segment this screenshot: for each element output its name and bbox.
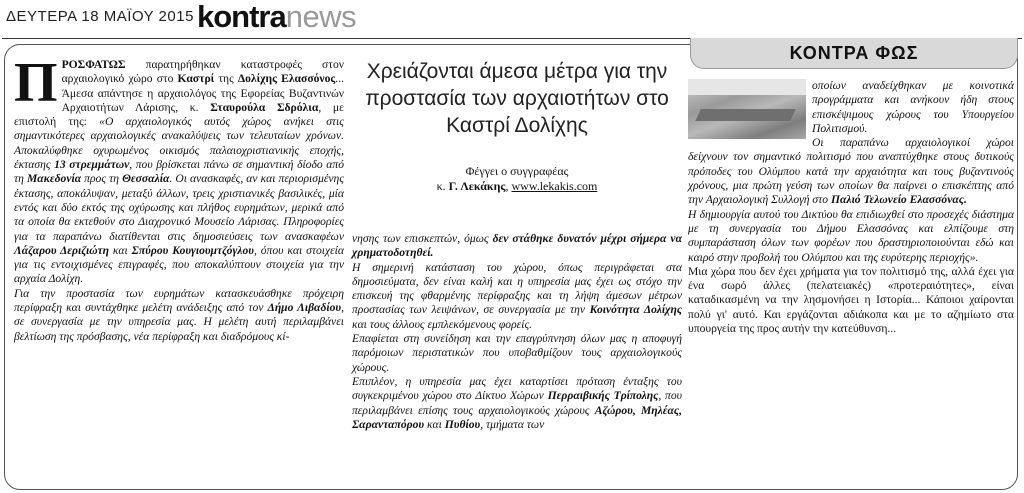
byline-line-1: Φέγγει ο συγγραφέας — [465, 164, 569, 178]
col3-para: Η δημιουργία αυτού του Δικτύου θα επιδιωχθεί στο προσεχές διάστημα με τη συνεργασία του Δήμου Ελασσόνας και ελπίζουμε στη συμπαράσταση όλων των φορέων που δραστηριοποιούνται εδώ και καιρό στην προβολή του Ολύμπου και της ευρύτερης περιοχής». — [688, 207, 1014, 264]
kontranews-logo[interactable] — [197, 0, 356, 34]
section-tag: ΚΟΝΤΡΑ ΦΩΣ — [690, 38, 1018, 69]
byline — [352, 164, 682, 194]
headline: Χρειάζονται άμεσα μέτρα για την προστασία των αρχαιοτήτων στο Καστρί Δολίχης — [365, 60, 669, 137]
col3-para: Μια χώρα που δεν έχει χρήματα για τον πολιτισμό της, αλλά έχει για ένα σωρό άλλες (πελατειακές) «προτεραιότητες», είναι καταδικασμένη να την λησμονήσει η Ιστορία... Κάποιοι χαίρονται πολύ γι' αυτό. Και εργάζονται αδιάκοπα και με το αζημίωτο στα υπουργεία της προς αυτήν την κατεύθυνση... — [688, 264, 1014, 336]
col2-para: Επιπλέον, η υπηρεσία μας έχει καταρτίσει πρόταση ένταξης του συγκεκριμένου χώρου στο Δίκτυο Χώρων Περραιβικής Τρίπολης, που περιλαμβάνει επίσης τους αρχαιολογικούς χώρους Αζώρου, Μηλέας, Σαρανταπόρου και Πυθίου, τμήματα των — [352, 374, 682, 431]
author-link[interactable]: www.lekakis.com — [511, 179, 598, 193]
col2-para: Επαφίεται στη συνείδηση και την επαγρύπνηση όλων μας η αποφυγή παρόμοιων περιστατικών που υποβαθμίζουν τους αρχαιολογικούς χώρους. — [352, 332, 682, 374]
col2-para: νησης των επισκεπτών, όμως δεν στάθηκε δυνατόν μέχρι σήμερα να χρηματοδοτηθεί. — [352, 232, 682, 260]
byline-prefix: κ. — [436, 179, 446, 193]
author-name: Γ. Λεκάκης — [448, 179, 506, 193]
drop-cap: Π — [14, 52, 58, 114]
excavation-photo — [688, 79, 806, 139]
logo-bold-text: kontra — [197, 0, 286, 34]
article-column-1 — [14, 52, 344, 344]
col2-para: Η σημερινή κατάσταση του χώρου, όπως περιγράφεται στα δημοσιεύματα, δεν είναι καλή και η υπηρεσία μας έχει ως στόχο την επισκευή της φθαρμένης περίφραξης και τη λήψη άμεσων μέτρων προστασίας των λειψάνων, σε συνεργασία με την Κοινότητα Δολίχης και τους άλλους εμπλεκόμενους φορείς. — [352, 260, 682, 331]
col3-para: Οι παραπάνω αρχαιολογικοί χώροι δείχνουν τον σημαντικό πολιτισμό που αναπτύχθηκε στους δυτικούς πρόποδες του Ολύμπου κατά την αρχαιότητα και τους βυζαντινούς χρόνους, μια πρώτη γεύση των οποίων θα παίρνει ο επισκέπτης από την Αρχαιολογική Συλλογή στο Παλιό Τελωνείο Ελασσόνας. — [688, 136, 1014, 207]
dateline: ΔΕΥΤΕΡΑ 18 ΜΑΪΟΥ 2015 — [6, 8, 194, 25]
col1-para: ΡΟΣΦΑΤΩΣ παρατηρήθηκαν καταστροφές στον αρχαιολογικό χώρο στο Καστρί της Δολίχης Ελασσόνος... Άμεσα απάντησε η αρχαιολόγος της Εφορείας Βυζαντινών Αρχαιοτήτων Λάρισης, κ. Σταυρούλα Σδρόλια, με επιστολή της: «Ο αρχαιολογικός αυτός χώρος ανήκει στις σημαντικότερες αρχαιολογικές ανακαλύψεις των τελευταίων χρόνων. Αποκαλύφθηκε οχυρωμένος οικισμός παλαιοχριστιανικής εποχής, έκτασης 13 στρεμμάτων, που βρίσκεται πάνω σε σημαντική δίοδο από τη Μακεδονία προς τη Θεσσαλία. Οι ανασκαφές, αν και περιορισμένης έκτασης, αποκάλυψαν, μεταξύ άλλων, τρεις χριστιανικές βασιλικές, μία εντός και δύο εκτός της οχύρωσης και πλήθος ευρημάτων, μερικά από τα οποία θα εκτεθούν στο Διαχρονικό Μουσείο Λάρισας. Πληροφορίες για τα παραπάνω διατίθενται στις δημοσιεύσεις των ανασκαφέων Λάζαρου Δεριζιώτη και Σπύρου Κουγιουμτζόγλου, όπου και στοιχεία για τις εντοιχισμένες επιγραφές, που αποκαλύπτουν στοιχεία για την αρχαία Δολίχη. — [14, 58, 344, 286]
article-column-2 — [352, 232, 682, 432]
col1-para: Για την προστασία των ευρημάτων κατασκευάσθηκε πρόχειρη περίφραξη και συντάχθηκε μελέτη ανάδειξης από τον Δήμο Λιβαδίου, σε συνεργασία με την υπηρεσία μας. Η μελέτη αυτή περιλαμβάνει βελτίωση της πρόσβασης, νέα περίφραξη και διαδρόμους κί- — [14, 286, 344, 343]
article-column-3 — [688, 79, 1014, 336]
logo-light-text: news — [285, 0, 357, 34]
byline-line-2: κ. Γ. Λεκάκης, www.lekakis.com — [436, 179, 598, 193]
col3-para: οποίων αναδείχθηκαν με κοινοτικά προγράμματα και ανήκουν ήδη στους επισκέψιμους χώρους του Υπουργείου Πολιτισμού. — [812, 79, 1014, 135]
page-header — [0, 0, 1024, 34]
